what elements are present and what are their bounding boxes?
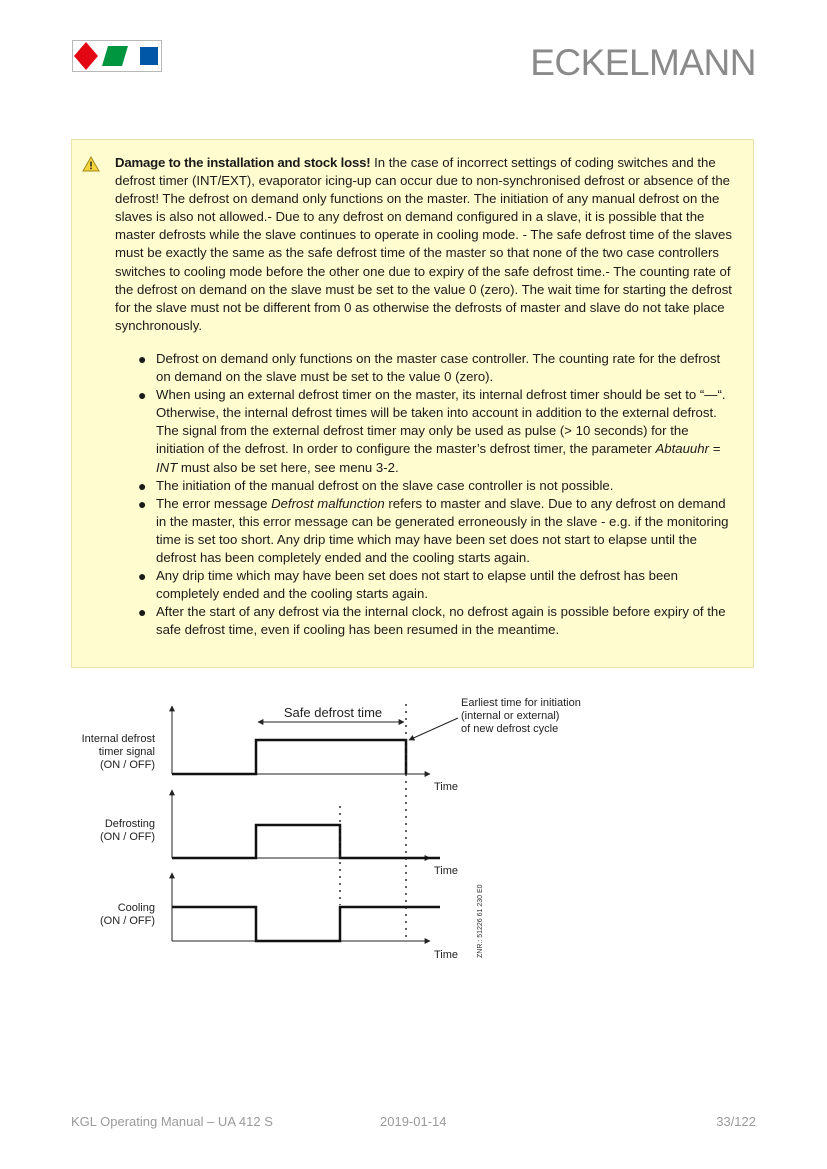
list-item: ● The initiation of the manual defrost on the slave case controller is not possible. — [138, 477, 614, 494]
notice-title: Damage to the installation and stock loss! — [115, 155, 371, 170]
list-item: ● Any drip time which may have been set does not start to elapse until the defrost has been completely ended and the cooling starts again. — [138, 568, 678, 602]
notice-body: In the case of incorrect settings of coding switches and the defrost timer (INT/EXT), evaporator icing-up can occur due to non-synchronised defrost or absence of the defrost! The defrost on demand only functions on the master. The initiation of any manual defrost on the slaves is also not allowed.- Due to any defrost on demand configured in a slave, it is possible that the master defrosts while the slave continues to operate in cooling mode. - The safe defrost time of the slaves must be exactly the same as the safe defrost time of the master so that none of the two case controllers switches to cooling mode before the other one due to expiry of the safe defrost time.- The counting rate of the defrost on demand on the slave must be set to the value 0 (zero). The wait time for starting the defrost for the slave must not be different from 0 as otherwise the defrosts of master and slave do not take place synchronously. — [115, 155, 732, 333]
defrost-timing-diagram — [72, 690, 602, 970]
earliest-label-1: Earliest time for initiation — [461, 697, 581, 709]
list-item: ● The error message Defrost malfunction refers to master and slave. Due to any defrost on demand in the master, this error message can be generated erroneously in the slave - e.g. if the monitoring time is set too short. Any drip time which may have been set does not start to elapse until the defrost has been completely ended and the cooling starts again. — [138, 495, 729, 566]
list-item: ● After the start of any defrost via the internal clock, no defrost again is possible before expiry of the safe defrost time, even if cooling has been resumed in the meantime. — [138, 604, 726, 638]
brand-name: ECKELMANN — [530, 42, 756, 83]
footer-page-number: 33/122 — [716, 1114, 756, 1129]
row1-signal — [172, 740, 406, 774]
notice-paragraph — [115, 154, 737, 335]
logo-blue-square — [140, 47, 158, 65]
row3-time-label: Time — [434, 949, 459, 961]
footer-manual-title: KGL Operating Manual – UA 412 S — [71, 1114, 273, 1129]
earliest-label-2: (internal or external) — [461, 710, 560, 722]
row1-label-2: timer signal — [98, 746, 155, 758]
row3-signal — [172, 907, 440, 941]
eckelmann-logo — [72, 40, 162, 72]
row2-time-label: Time — [434, 865, 459, 877]
row1-label-3: (ON / OFF) — [100, 759, 155, 771]
safe-defrost-label: Safe defrost time — [283, 705, 383, 720]
notice-bullet-list — [138, 350, 736, 640]
row2-label-2: (ON / OFF) — [100, 831, 155, 843]
warning-notice — [71, 139, 754, 668]
earliest-label-3: of new defrost cycle — [461, 723, 559, 735]
row3-label-2: (ON / OFF) — [100, 915, 155, 927]
warning-icon — [82, 156, 100, 172]
footer-date: 2019-01-14 — [380, 1114, 447, 1129]
list-item: ● Defrost on demand only functions on the master case controller. The counting rate for the defrost on demand on the slave must be set to the value 0 (zero). — [138, 351, 721, 385]
drawing-reference: ZNR.: 51226 61 230 E0 — [477, 884, 484, 958]
row1-label-1: Internal defrost — [81, 733, 155, 745]
row2-label-1: Defrosting — [104, 818, 155, 830]
earliest-pointer — [409, 718, 458, 740]
row2-signal — [172, 825, 440, 858]
list-item: ● When using an external defrost timer on the master, its internal defrost timer should be set to “—“. Otherwise, the internal defrost times will be taken into account in addition to the external defrost. The signal from the external defrost timer may only be used as pulse (> 10 seconds) for the initiation of the defrost. In order to configure the master’s defrost timer, the parameter Abtauuhr = INT must also be set here, see menu 3-2. — [138, 387, 726, 475]
row3-label-1: Cooling — [117, 902, 155, 914]
row1-time-label: Time — [434, 781, 459, 793]
